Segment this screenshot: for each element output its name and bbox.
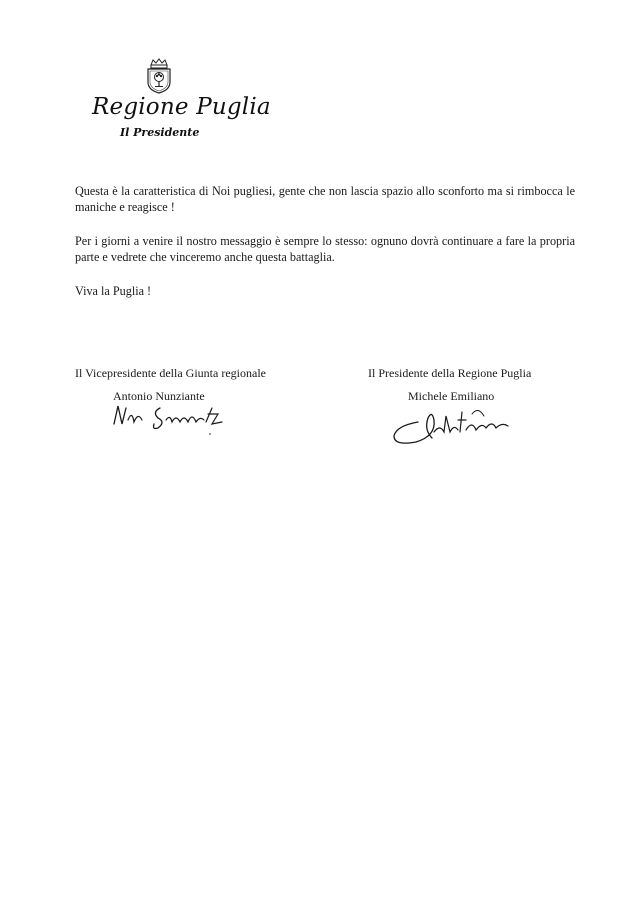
handwritten-signature-left (108, 398, 238, 438)
handwritten-signature-right (388, 402, 518, 452)
region-name: Regione Puglia (92, 94, 271, 120)
regional-coat-of-arms-icon (142, 58, 176, 94)
body-paragraph: Per i giorni a venire il nostro messaggio è sempre lo stesso: ognuno dovrà continuare a fare la propria parte e vedrete che vinceremo anche questa battaglia. (75, 234, 575, 264)
letterhead (86, 58, 271, 148)
signatory-name: Michele Emiliano (408, 389, 495, 403)
president-title: Il Presidente (120, 126, 200, 139)
body-paragraph: Questa è la caratteristica di Noi pugliesi, gente che non lascia spazio allo sconforto ma si rimbocca le maniche e reagisce ! (75, 184, 575, 214)
letter-body (75, 183, 575, 317)
signatory-role: Il Presidente della Regione Puglia (368, 366, 532, 380)
signatory-name: Antonio Nunziante (113, 389, 205, 403)
signatory-role: Il Vicepresidente della Giunta regionale (75, 366, 266, 380)
president-signature-block (368, 366, 531, 404)
closing-line: Viva la Puglia ! (75, 284, 152, 298)
